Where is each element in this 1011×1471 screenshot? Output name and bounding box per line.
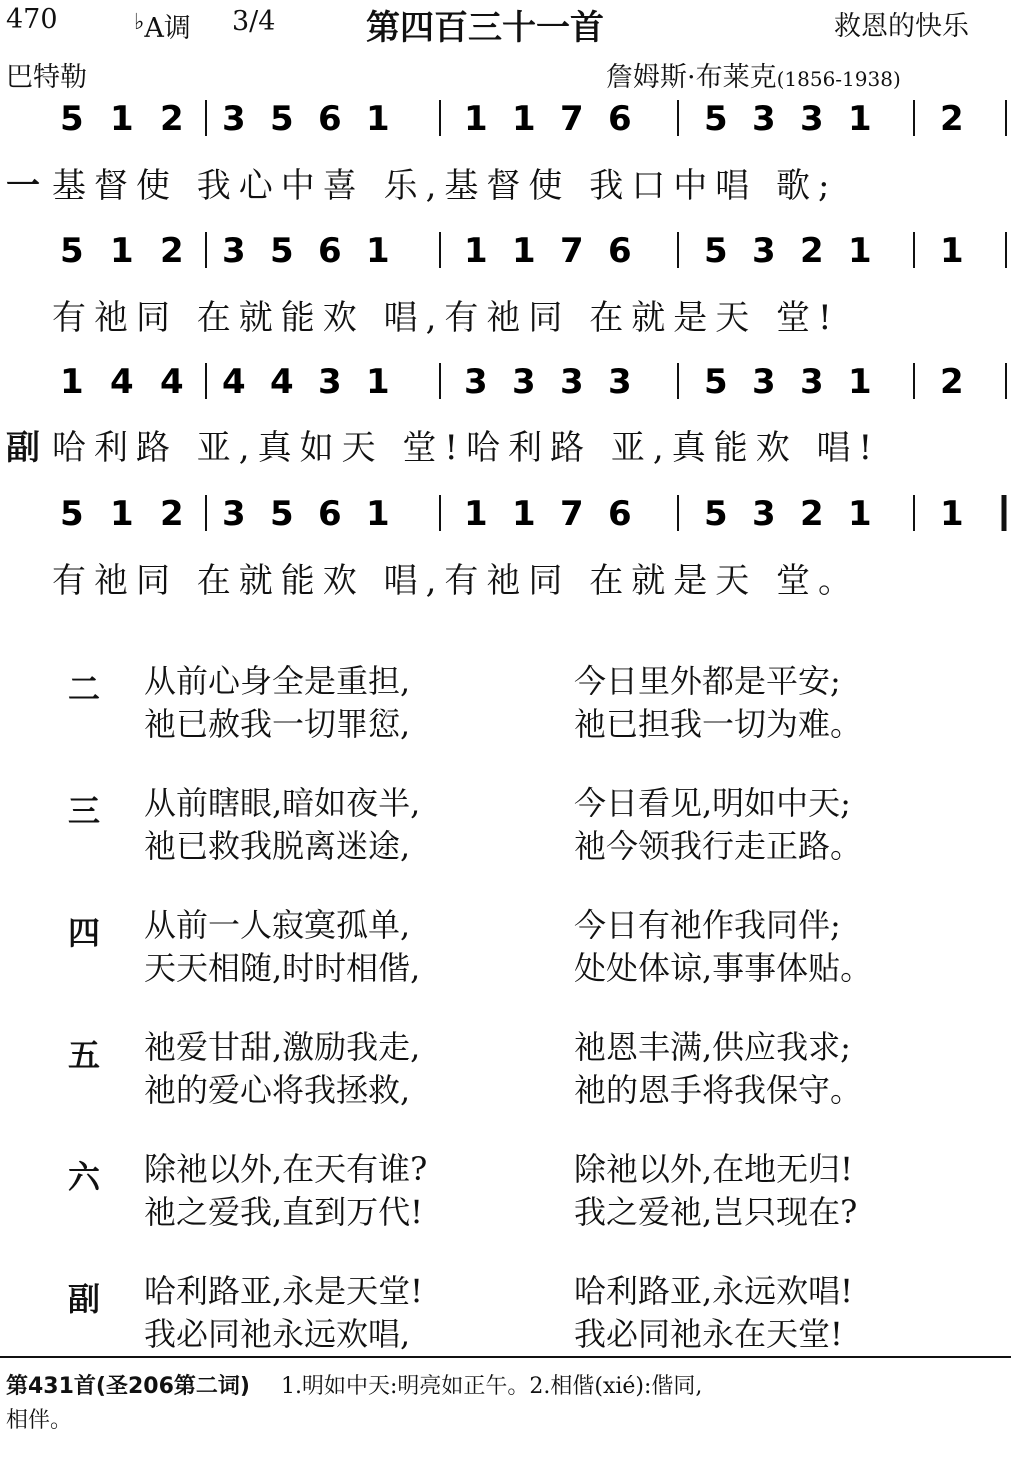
- note: 1: [512, 494, 536, 534]
- lyricist: [606, 55, 901, 94]
- note: 4: [222, 362, 246, 402]
- note: 1: [848, 99, 872, 139]
- note: 3: [608, 362, 632, 402]
- verse-number: 六: [68, 1158, 101, 1196]
- verse-left: 祂爱甘甜,激励我走, 祂的爱心将我拯救,: [144, 1028, 421, 1109]
- note: 1: [464, 494, 488, 534]
- note: 5: [270, 231, 294, 271]
- note: 3: [752, 494, 776, 534]
- note: 3: [222, 494, 246, 534]
- note: 1: [940, 231, 964, 271]
- hymn-title: 第四百三十一首: [366, 8, 604, 48]
- note: 3: [560, 362, 584, 402]
- note: 1: [110, 231, 134, 271]
- note: 6: [318, 231, 342, 271]
- system-3-label: 副: [6, 428, 40, 468]
- verse-number: 副: [68, 1280, 101, 1318]
- note: 1: [366, 362, 390, 402]
- note: 7: [560, 99, 584, 139]
- note: 5: [60, 231, 84, 271]
- note: 1: [60, 362, 84, 402]
- footer-note-line2: 相伴。: [6, 1408, 73, 1433]
- note: 3: [222, 231, 246, 271]
- verse-left: 从前心身全是重担, 祂已赦我一切罪愆,: [144, 662, 411, 743]
- note: 2: [160, 231, 184, 271]
- note: 1: [110, 99, 134, 139]
- time-signature: 3/4: [232, 6, 276, 37]
- footer-notes: [6, 1370, 1006, 1438]
- verse-left: 除祂以外,在天有谁? 祂之爱我,直到万代!: [144, 1150, 428, 1231]
- note: 6: [318, 99, 342, 139]
- note: 3: [464, 362, 488, 402]
- lyricist-name: 詹姆斯·布莱克: [606, 62, 777, 93]
- system-1-label: 一: [6, 166, 40, 206]
- note: 1: [512, 99, 536, 139]
- footer-rule: [0, 1356, 1011, 1358]
- note: 1: [940, 494, 964, 534]
- note: 7: [560, 231, 584, 271]
- verse-number: 五: [68, 1036, 101, 1074]
- system-1-lyric: 基督使 我心中喜 乐,基督使 我口中唱 歌;: [52, 166, 838, 206]
- note: 1: [848, 494, 872, 534]
- note: 2: [940, 99, 964, 139]
- flat-symbol: ♭: [134, 10, 145, 35]
- note: 5: [704, 231, 728, 271]
- key-signature: [134, 6, 191, 45]
- note: 5: [270, 494, 294, 534]
- note: 2: [160, 99, 184, 139]
- verse-left: 从前一人寂寞孤单, 天天相随,时时相偕,: [144, 906, 421, 987]
- verse-right: 哈利路亚,永远欢唱! 我必同祂永在天堂!: [574, 1272, 854, 1353]
- note: 7: [560, 494, 584, 534]
- note: 3: [752, 99, 776, 139]
- note: 6: [608, 494, 632, 534]
- note: 1: [464, 231, 488, 271]
- note: 2: [800, 494, 824, 534]
- verse-number: 四: [68, 914, 101, 952]
- note: 3: [318, 362, 342, 402]
- verse-left: 从前瞎眼,暗如夜半, 祂已救我脱离迷途,: [144, 784, 421, 865]
- note: 1: [848, 362, 872, 402]
- note: 1: [366, 231, 390, 271]
- note: 4: [270, 362, 294, 402]
- hymn-subtitle: 救恩的快乐: [834, 11, 969, 42]
- verse-number: 二: [68, 670, 101, 708]
- note: 1: [464, 99, 488, 139]
- note: 2: [800, 231, 824, 271]
- note: 1: [366, 99, 390, 139]
- note: 6: [608, 99, 632, 139]
- note: 5: [704, 362, 728, 402]
- note: 3: [800, 362, 824, 402]
- note: 6: [608, 231, 632, 271]
- note: 3: [752, 362, 776, 402]
- note: 4: [160, 362, 184, 402]
- note: 5: [704, 494, 728, 534]
- note: 4: [110, 362, 134, 402]
- key-text: A调: [144, 13, 191, 44]
- note: 5: [704, 99, 728, 139]
- note: 1: [366, 494, 390, 534]
- tune-author: 巴特勒: [6, 62, 87, 93]
- note: 5: [60, 494, 84, 534]
- note: 2: [160, 494, 184, 534]
- note: 5: [270, 99, 294, 139]
- verse-right: 除祂以外,在地无归! 我之爱祂,岂只现在?: [574, 1150, 858, 1231]
- lyricist-years: (1856-1938): [776, 67, 901, 91]
- verse-left: 哈利路亚,永是天堂! 我必同祂永远欢唱,: [144, 1272, 424, 1353]
- footer-note-line1: 1.明如中天:明亮如正午。2.相偕(xié):偕同,: [280, 1374, 703, 1399]
- note: 1: [512, 231, 536, 271]
- note: 3: [512, 362, 536, 402]
- verse-number: 三: [68, 792, 101, 830]
- note: 1: [848, 231, 872, 271]
- verse-right: 今日看见,明如中天; 祂今领我行走正路。: [574, 784, 863, 865]
- hymn-number: 470: [6, 4, 58, 35]
- note: 3: [800, 99, 824, 139]
- note: 2: [940, 362, 964, 402]
- system-3-lyric: 哈利路 亚,真如天 堂!哈利路 亚,真能欢 唱!: [52, 428, 881, 468]
- footer-reference: 第431首(圣206第二词): [6, 1374, 250, 1399]
- note: 3: [752, 231, 776, 271]
- verse-right: 祂恩丰满,供应我求; 祂的恩手将我保守。: [574, 1028, 863, 1109]
- note: 3: [222, 99, 246, 139]
- system-4-lyric: 有祂同 在就能欢 唱,有祂同 在就是天 堂。: [52, 561, 861, 601]
- note: 5: [60, 99, 84, 139]
- system-2-lyric: 有祂同 在就能欢 唱,有祂同 在就是天 堂!: [52, 298, 840, 338]
- verse-right: 今日有祂作我同伴; 处处体谅,事事体贴。: [574, 906, 873, 987]
- verse-right: 今日里外都是平安; 祂已担我一切为难。: [574, 662, 863, 743]
- note: 1: [110, 494, 134, 534]
- note: 6: [318, 494, 342, 534]
